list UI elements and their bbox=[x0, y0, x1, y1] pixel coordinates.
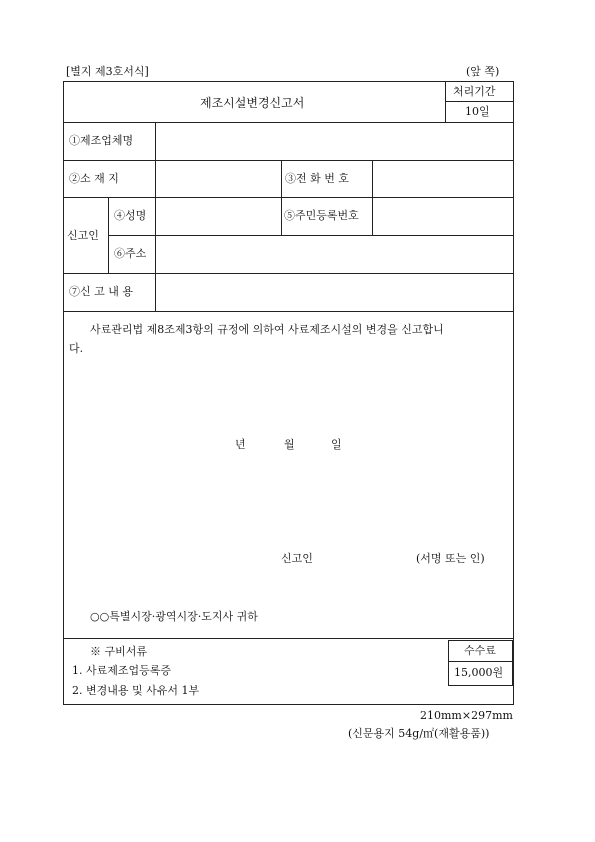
paper-size: 210mm×297mm bbox=[420, 709, 513, 722]
date-year: 년 bbox=[235, 438, 246, 451]
fee-label: 수수료 bbox=[464, 644, 496, 657]
reporter-group-label: 신고인 bbox=[67, 229, 99, 242]
location-field[interactable] bbox=[156, 161, 280, 197]
statement-text-line2: 다. bbox=[69, 342, 84, 355]
signature-field[interactable] bbox=[320, 548, 410, 568]
recipient-text: ○○특별시장·광역시장·도지사 귀하 bbox=[90, 610, 258, 623]
name-field[interactable] bbox=[156, 198, 280, 234]
resident-number-label: ⑤주민등록번호 bbox=[284, 209, 359, 222]
date-month: 월 bbox=[284, 438, 295, 451]
reporter-signature-label: 신고인 bbox=[281, 552, 313, 565]
address-label: ⑥주소 bbox=[114, 247, 147, 260]
processing-period-label: 처리기간 bbox=[453, 85, 496, 98]
required-document-item: 1. 사료제조업등록증 bbox=[72, 664, 171, 677]
required-documents-title: ※ 구비서류 bbox=[90, 645, 148, 658]
address-field[interactable] bbox=[156, 236, 513, 272]
name-label: ④성명 bbox=[114, 209, 147, 222]
signature-note: (서명 또는 인) bbox=[416, 552, 485, 565]
phone-field[interactable] bbox=[373, 161, 513, 197]
company-name-label: ①제조업체명 bbox=[69, 134, 134, 147]
resident-number-field[interactable] bbox=[373, 198, 513, 234]
report-content-field[interactable] bbox=[156, 274, 513, 310]
processing-period-value: 10일 bbox=[465, 105, 490, 118]
location-label: ②소 재 지 bbox=[69, 172, 119, 185]
fee-value: 15,000원 bbox=[454, 666, 504, 679]
date-day: 일 bbox=[331, 438, 342, 451]
phone-label: ③전 화 번 호 bbox=[285, 172, 349, 185]
form-number: [별지 제3호서식] bbox=[66, 65, 149, 78]
company-name-field[interactable] bbox=[156, 123, 513, 159]
statement-text-line1: 사료관리법 제8조제3항의 규정에 의하여 사료제조시설의 변경을 신고합니 bbox=[90, 323, 444, 336]
paper-spec: (신문용지 54g/㎡(재활용품)) bbox=[348, 727, 490, 740]
page-side-label: (앞 쪽) bbox=[466, 65, 500, 78]
report-content-label: ⑦신 고 내 용 bbox=[69, 285, 133, 298]
required-document-item: 2. 변경내용 및 사유서 1부 bbox=[72, 684, 200, 697]
form-title: 제조시설변경신고서 bbox=[200, 96, 305, 110]
